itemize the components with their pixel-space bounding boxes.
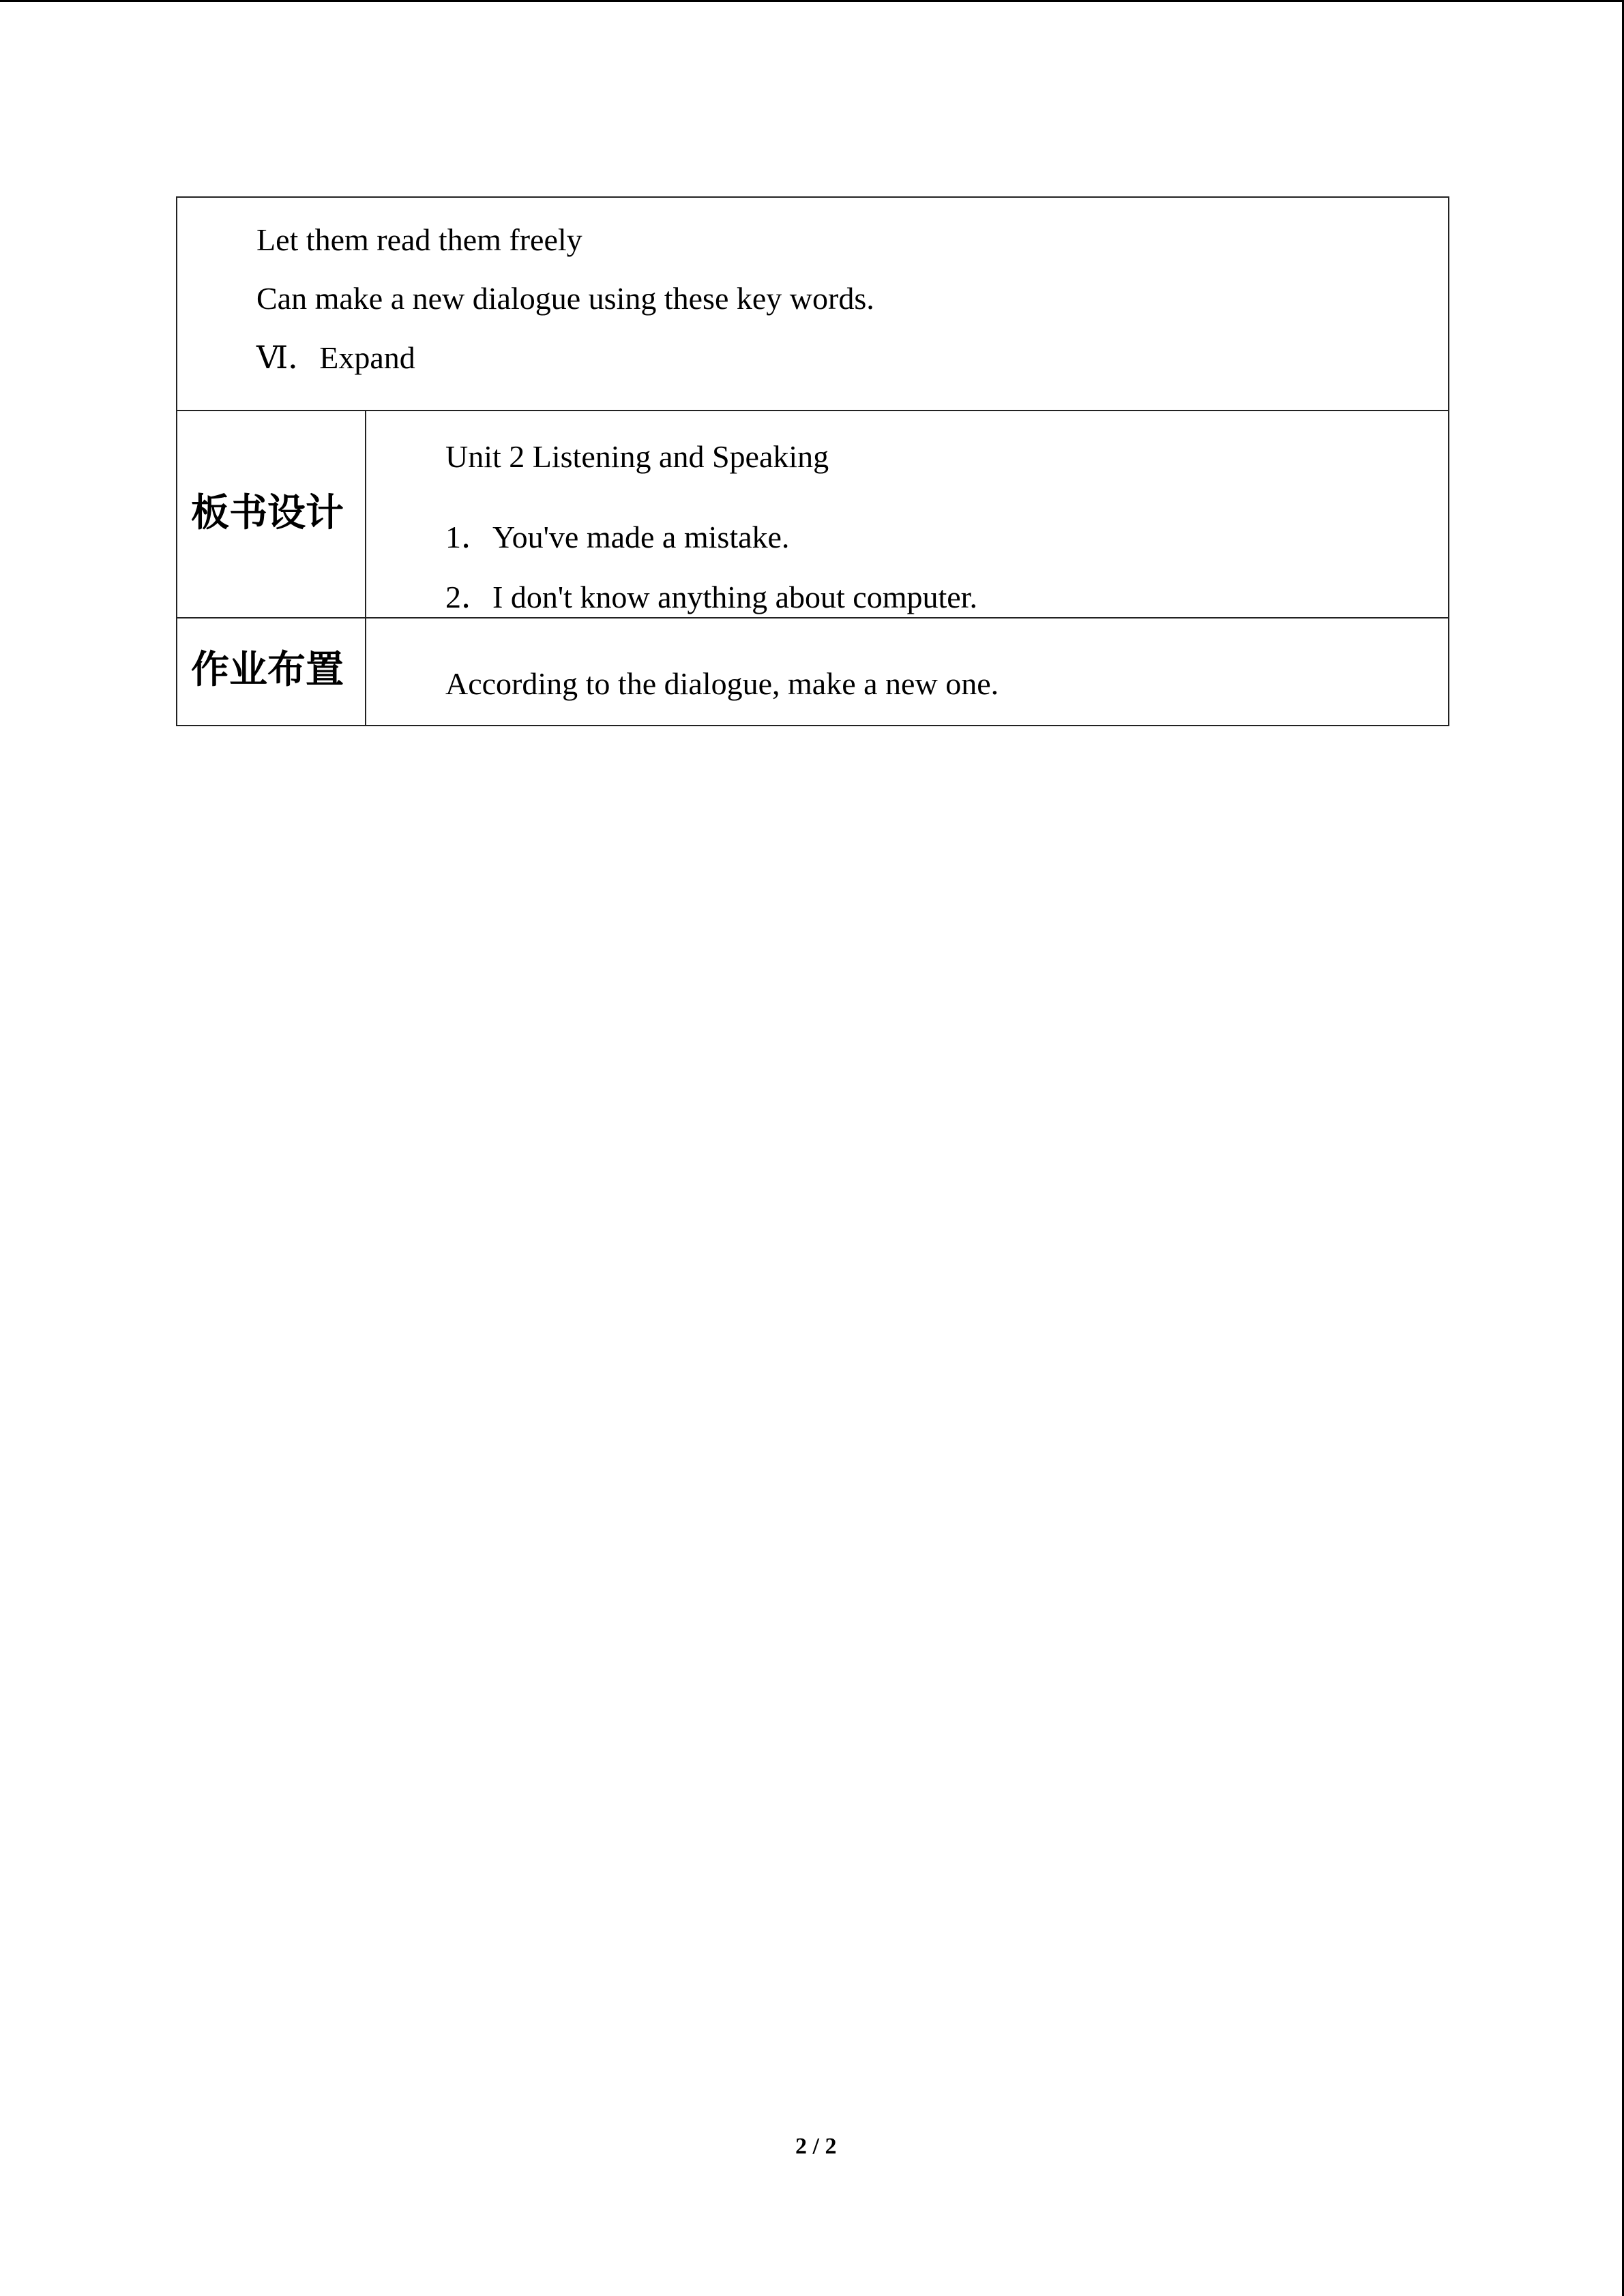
board-design-item-1: 1．You've made a mistake. [445,520,790,554]
board-design-item-2: 2．I don't know anything about computer. [445,580,977,614]
board-design-title: Unit 2 Listening and Speaking [445,439,829,474]
board-design-label: 板书设计 [191,491,344,535]
activity-line-1: Let them read them freely [256,222,582,257]
homework-text: According to the dialogue, make a new one. [445,666,999,701]
expand-heading: Ⅵ．Expand [256,340,415,375]
page-number: 2 / 2 [795,2134,837,2159]
homework-label: 作业布置 [191,648,344,692]
page-top-rule [0,0,1624,2]
activity-line-2: Can make a new dialogue using these key words. [256,281,874,316]
